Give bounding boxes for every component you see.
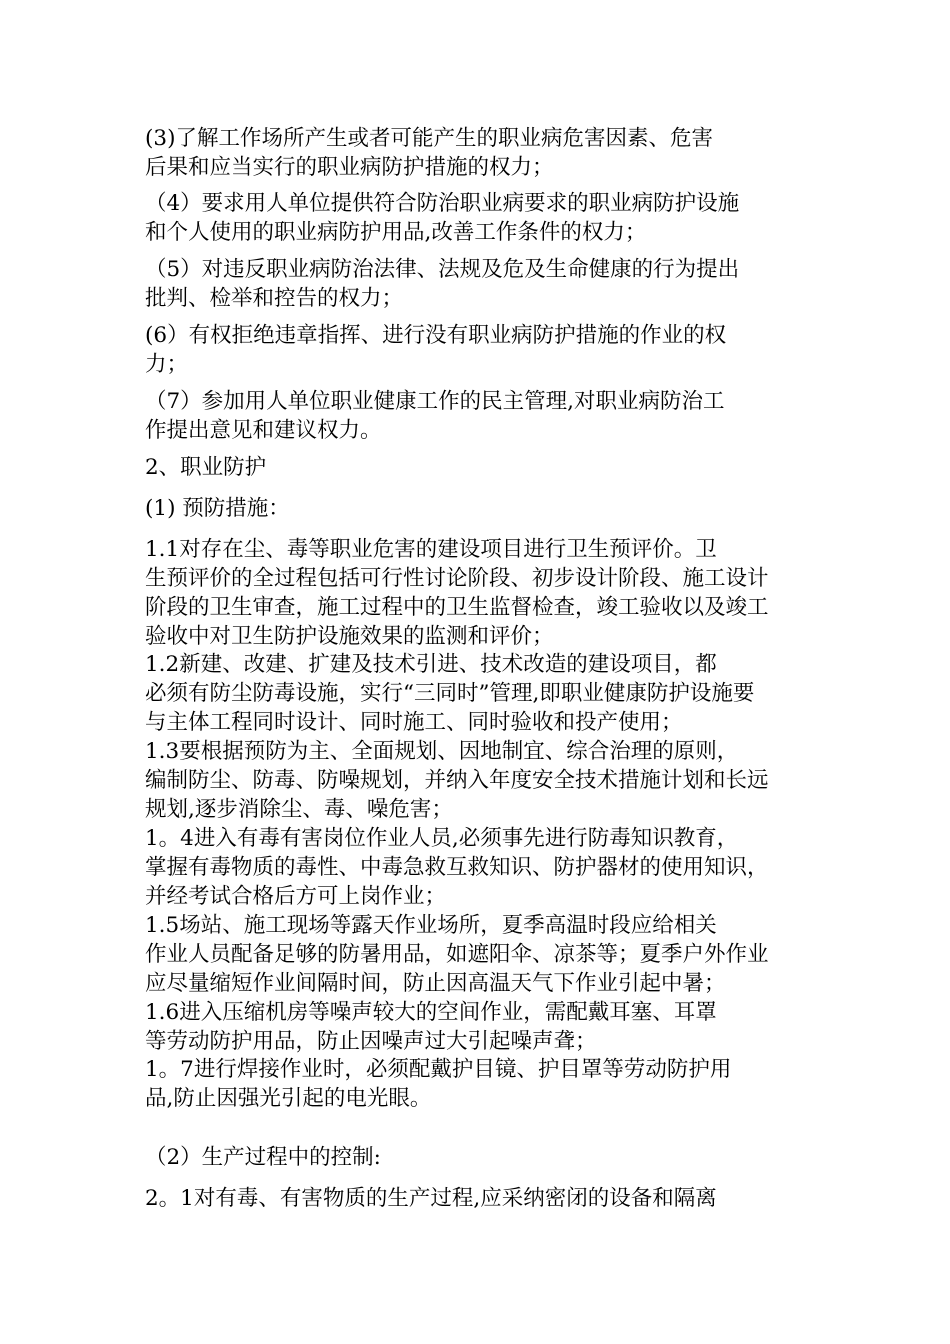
paragraph-line: 等劳动防护用品，防止因噪声过大引起噪声聋；: [145, 1029, 597, 1054]
paragraph-line: (3)了解工作场所产生或者可能产生的职业病危害因素、危害: [145, 126, 713, 151]
paragraph-line: 作提出意见和建议权力。: [145, 418, 382, 443]
paragraph: [145, 1184, 815, 1213]
paragraph: [145, 494, 815, 523]
paragraph: [145, 1143, 815, 1172]
paragraph-line: 1.1对存在尘、毒等职业危害的建设项目进行卫生预评价。卫: [145, 537, 717, 562]
paragraph: [145, 321, 815, 379]
paragraph: [145, 911, 815, 998]
paragraph: [145, 824, 815, 911]
paragraph: [145, 453, 815, 482]
paragraph-line: 并经考试合格后方可上岗作业；: [145, 884, 447, 909]
paragraph-line: 批判、检举和控告的权力；: [145, 286, 404, 311]
paragraph: [145, 998, 815, 1056]
paragraph: [145, 124, 815, 182]
paragraph-line: 应尽量缩短作业间隔时间，防止因高温天气下作业引起中暑；: [145, 971, 726, 996]
paragraph-line: 与主体工程同时设计、同时施工、同时验收和投产使用；: [145, 710, 683, 735]
paragraph-line: 1.5场站、施工现场等露天作业场所，夏季高温时段应给相关: [145, 913, 717, 938]
paragraph: [145, 387, 815, 445]
paragraph: [145, 650, 815, 737]
paragraph: [145, 535, 815, 651]
paragraph-line: 阶段的卫生审查，施工过程中的卫生监督检查，竣工验收以及竣工: [145, 595, 769, 620]
paragraph-line: 生预评价的全过程包括可行性讨论阶段、初步设计阶段、施工设计: [145, 566, 769, 591]
paragraph: [145, 189, 815, 247]
paragraph-line: 1.3要根据预防为主、全面规划、因地制宜、综合治理的原则，: [145, 739, 739, 764]
paragraph-line: （5）对违反职业病防治法律、法规及危及生命健康的行为提出: [145, 257, 740, 282]
paragraph: [145, 1055, 815, 1113]
paragraph-line: 和个人使用的职业病防护用品,改善工作条件的权力；: [145, 220, 647, 245]
paragraph: [145, 255, 815, 313]
paragraph-line: 1.6进入压缩机房等噪声较大的空间作业，需配戴耳塞、耳罩: [145, 1000, 717, 1025]
paragraph-line: （2）生产过程中的控制:: [145, 1145, 381, 1170]
paragraph-line: 验收中对卫生防护设施效果的监测和评价；: [145, 624, 554, 649]
paragraph: [145, 737, 815, 824]
paragraph-line: 1。4进入有毒有害岗位作业人员,必须事先进行防毒知识教育，: [145, 826, 739, 851]
paragraph-line: （7）参加用人单位职业健康工作的民主管理,对职业病防治工: [145, 389, 725, 414]
paragraph-line: (1) 预防措施：: [145, 496, 290, 521]
paragraph-line: （4）要求用人单位提供符合防治职业病要求的职业病防护设施: [145, 191, 740, 216]
paragraph-line: 1.2新建、改建、扩建及技术引进、技术改造的建设项目，都: [145, 652, 717, 677]
paragraph-line: (6）有权拒绝违章指挥、进行没有职业病防护措施的作业的权: [145, 323, 727, 348]
paragraph-line: 作业人员配备足够的防暑用品，如遮阳伞、凉茶等；夏季户外作业: [145, 942, 769, 967]
paragraph-line: 必须有防尘防毒设施，实行“三同时”管理,即职业健康防护设施要: [145, 681, 755, 706]
paragraph-line: 2。1对有毒、有害物质的生产过程,应采纳密闭的设备和隔离: [145, 1186, 717, 1211]
paragraph-line: 后果和应当实行的职业病防护措施的权力；: [145, 155, 554, 180]
paragraph-line: 1。7进行焊接作业时，必须配戴护目镜、护目罩等劳动防护用: [145, 1057, 732, 1082]
paragraph-line: 编制防尘、防毒、防噪规划，并纳入年度安全技术措施计划和长远: [145, 768, 769, 793]
paragraph-line: 掌握有毒物质的毒性、中毒急救互救知识、防护器材的使用知识，: [145, 855, 769, 880]
paragraph-line: 品,防止因强光引起的电光眼。: [145, 1086, 432, 1111]
paragraph-line: 规划,逐步消除尘、毒、噪危害；: [145, 797, 453, 822]
paragraph-line: 2、职业防护: [145, 455, 267, 480]
paragraph-line: 力；: [145, 352, 189, 377]
